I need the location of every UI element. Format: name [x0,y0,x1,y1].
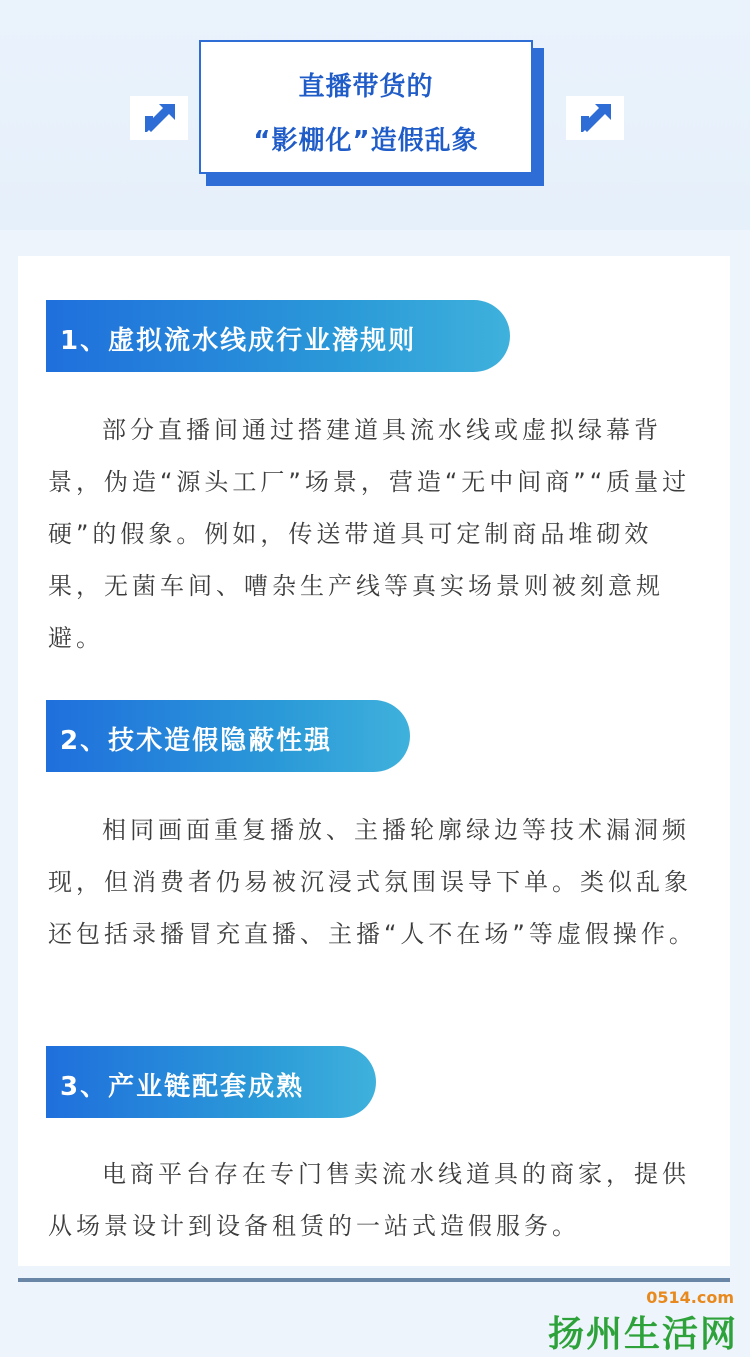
section-body: 电商平台存在专门售卖流水线道具的商家，提供从场景设计到设备租赁的一站式造假服务。 [48,1160,690,1240]
section-heading: 3、产业链配套成熟 [60,1072,305,1102]
page-title-line1: 直播带货的 [298,72,434,102]
section-heading-pill [46,300,510,372]
site-logo [530,1288,740,1355]
section-body: 部分直播间通过搭建道具流水线或虚拟绿幕背景，伪造“源头工厂”场景，营造“无中间商”“质量过硬”的假象。例如，传送带道具可定制商品堆砌效果，无菌车间、嘈杂生产线等真实场景则被刻意规避。 [48,416,691,652]
section-heading: 1、虚拟流水线成行业潜规则 [60,326,417,356]
section-heading-pill [46,1046,376,1118]
left-arrow-icon [130,96,188,140]
section-heading-pill [46,700,410,772]
right-arrow-icon [566,96,624,140]
title-box [199,40,533,174]
section-body: 相同画面重复播放、主播轮廓绿边等技术漏洞频现，但消费者仍易被沉浸式氛围误导下单。类似乱象还包括录播冒充直播、主播“人不在场”等虚假操作。 [48,816,697,948]
logo-url: 0514.com [646,1288,734,1307]
section-heading: 2、技术造假隐蔽性强 [60,726,333,756]
logo-name: 扬州生活网 [547,1314,738,1355]
bottom-divider [18,1278,730,1282]
page-title-line2: “影棚化”造假乱象 [253,126,479,156]
